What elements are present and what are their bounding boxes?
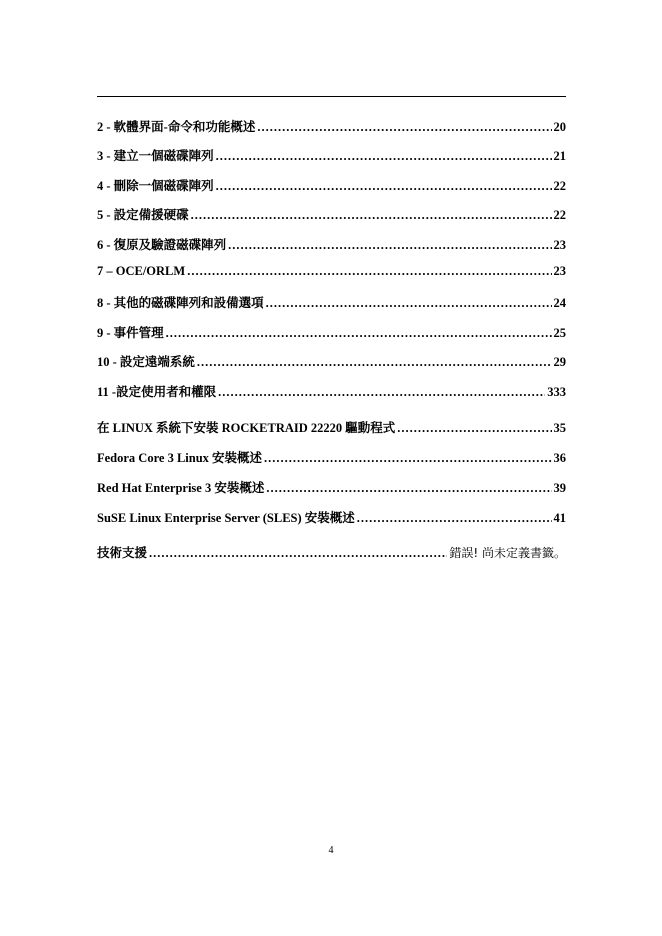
toc-entry-title: 7 – OCE/ORLM [97,264,186,278]
toc-leader-dots [397,421,551,436]
toc-entry[interactable] [97,382,566,402]
toc-entry-title: 4 - 刪除一個磁碟陣列 [97,179,214,193]
toc-entry[interactable] [97,235,566,255]
toc-entry-title: 在 LINUX 系統下安裝 ROCKETRAID 22220 驅動程式 [97,421,396,435]
toc-leader-dots [357,511,552,526]
toc-entry-page: 25 [553,326,566,340]
toc-entry-title: 9 - 事件管理 [97,326,164,340]
toc-entry[interactable] [97,352,566,372]
toc-entry-title: 10 - 設定遠端系統 [97,355,195,369]
toc-entry-page: 21 [553,149,566,163]
toc-entry-title: 5 - 設定備援硬碟 [97,208,189,222]
header-rule [97,96,566,97]
toc-entry-title: 11 -設定使用者和權限 [97,385,217,399]
toc-entry[interactable] [97,146,566,166]
toc-entry-title: 技術支援 [97,546,148,560]
toc-entry-title: 6 - 復原及驗證磁碟陣列 [97,238,227,252]
toc-entry[interactable] [97,508,566,528]
toc-entry[interactable] [97,176,566,196]
toc-leader-dots [216,179,552,194]
toc-entry-page: 24 [553,296,566,310]
toc-entry-page: 35 [553,421,566,435]
toc-leader-dots [191,208,552,223]
toc-entry-page: 41 [553,511,566,525]
toc-entry-page: 36 [553,451,566,465]
toc-leader-dots [257,120,551,135]
toc-leader-dots [266,481,551,496]
toc-entry-page: 23 [553,238,566,252]
toc-entry-title: Fedora Core 3 Linux 安裝概述 [97,451,263,465]
toc-leader-dots [166,326,552,341]
toc-leader-dots [264,451,551,466]
toc-entry-page: 29 [553,355,566,369]
toc-entry-page: 39 [553,481,566,495]
toc-entry[interactable] [97,323,566,343]
page-number: 4 [328,845,334,856]
toc-entry-page: 333 [547,385,566,399]
toc-entry-title: Red Hat Enterprise 3 安裝概述 [97,481,265,495]
toc-leader-dots [218,385,545,400]
toc-leader-dots [149,546,447,561]
toc-entry[interactable] [97,448,566,468]
toc-entry[interactable] [97,264,566,284]
toc-entry-title: SuSE Linux Enterprise Server (SLES) 安裝概述 [97,511,355,525]
toc-entry[interactable] [97,478,566,498]
toc-leader-dots [228,238,551,253]
toc-entry[interactable] [97,117,566,137]
toc-entry[interactable] [97,418,566,438]
toc-entry-page: 20 [553,120,566,134]
toc-entry[interactable] [97,543,566,563]
toc-entry-page: 22 [553,208,566,222]
toc-leader-dots [216,149,552,164]
toc-entry-page: 22 [553,179,566,193]
toc-entry-title: 2 - 軟體界面-命令和功能概述 [97,120,256,134]
toc-leader-dots [187,264,551,279]
toc-entry[interactable] [97,293,566,313]
toc-entry-page-error: 錯誤! 尚未定義書籤。 [449,546,566,560]
toc-entry-title: 3 - 建立一個磁碟陣列 [97,149,214,163]
toc-entry-title: 8 - 其他的磁碟陣列和設備選項 [97,296,264,310]
toc-leader-dots [197,355,552,370]
toc-entry[interactable] [97,205,566,225]
toc-leader-dots [266,296,552,311]
toc-entry-page: 23 [553,264,566,278]
